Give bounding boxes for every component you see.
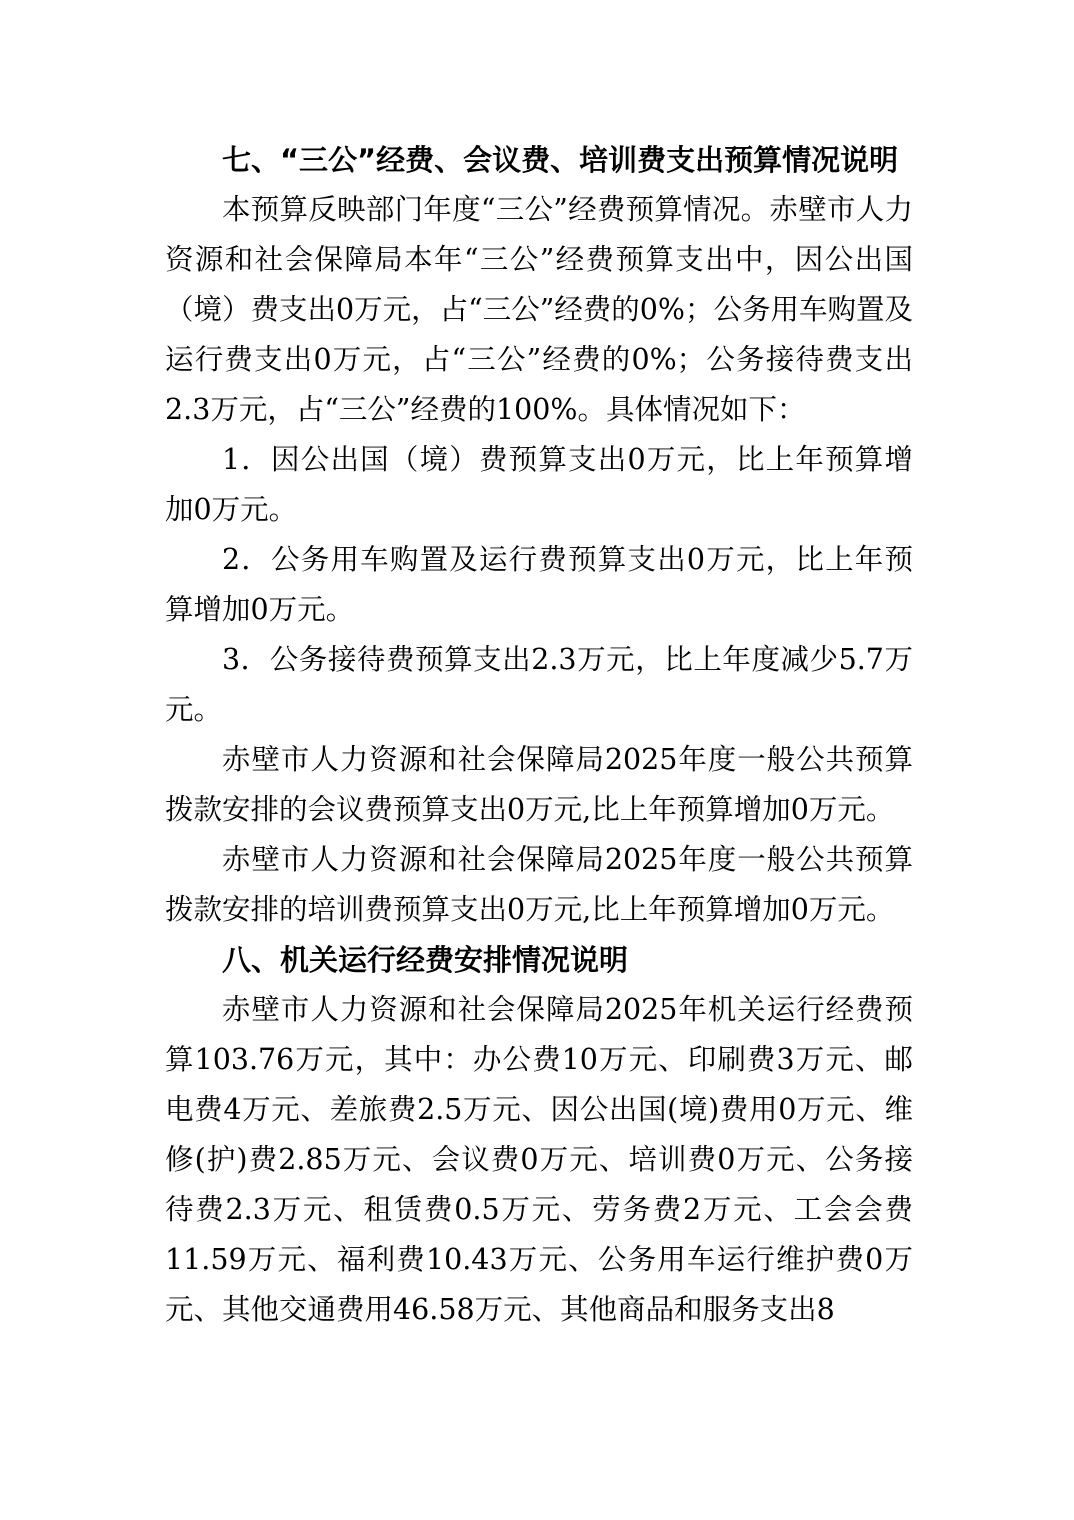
section-7-item-1: 1．因公出国（境）费预算支出0万元，比上年预算增加0万元。 <box>165 443 913 526</box>
training-fee-paragraph: 赤壁市人力资源和社会保障局2025年度一般公共预算拨款安排的培训费预算支出0万元,比上年预算增加0万元。 <box>165 843 913 926</box>
section-7-heading: 七、“三公”经费、会议费、培训费支出预算情况说明 <box>222 143 899 177</box>
section-8-heading: 八、机关运行经费安排情况说明 <box>222 943 629 977</box>
meeting-fee-paragraph: 赤壁市人力资源和社会保障局2025年度一般公共预算拨款安排的会议费预算支出0万元,比上年预算增加0万元。 <box>165 743 913 826</box>
section-7-item-3: 3．公务接待费预算支出2.3万元，比上年度减少5.7万元。 <box>165 643 913 726</box>
section-7-intro-paragraph: 本预算反映部门年度“三公”经费预算情况。赤壁市人力资源和社会保障局本年“三公”经费预算支出中，因公出国（境）费支出0万元，占“三公”经费的0%；公务用车购置及运行费支出0万元，占“三公”经费的0%；公务接待费支出2.3万元，占“三公”经费的100%。具体情况如下： <box>165 193 913 426</box>
section-8-paragraph: 赤壁市人力资源和社会保障局2025年机关运行经费预算103.76万元，其中：办公费10万元、印刷费3万元、邮电费4万元、差旅费2.5万元、因公出国(境)费用0万元、维修(护)费2.85万元、会议费0万元、培训费0万元、公务接待费2.3万元、租赁费0.5万元、劳务费2万元、工会会费11.59万元、福利费10.43万元、公务用车运行维护费0万元、其他交通费用46.58万元、其他商品和服务支出8 <box>165 993 913 1326</box>
document-body <box>165 135 913 1335</box>
section-7-item-2: 2．公务用车购置及运行费预算支出0万元，比上年预算增加0万元。 <box>165 543 913 626</box>
